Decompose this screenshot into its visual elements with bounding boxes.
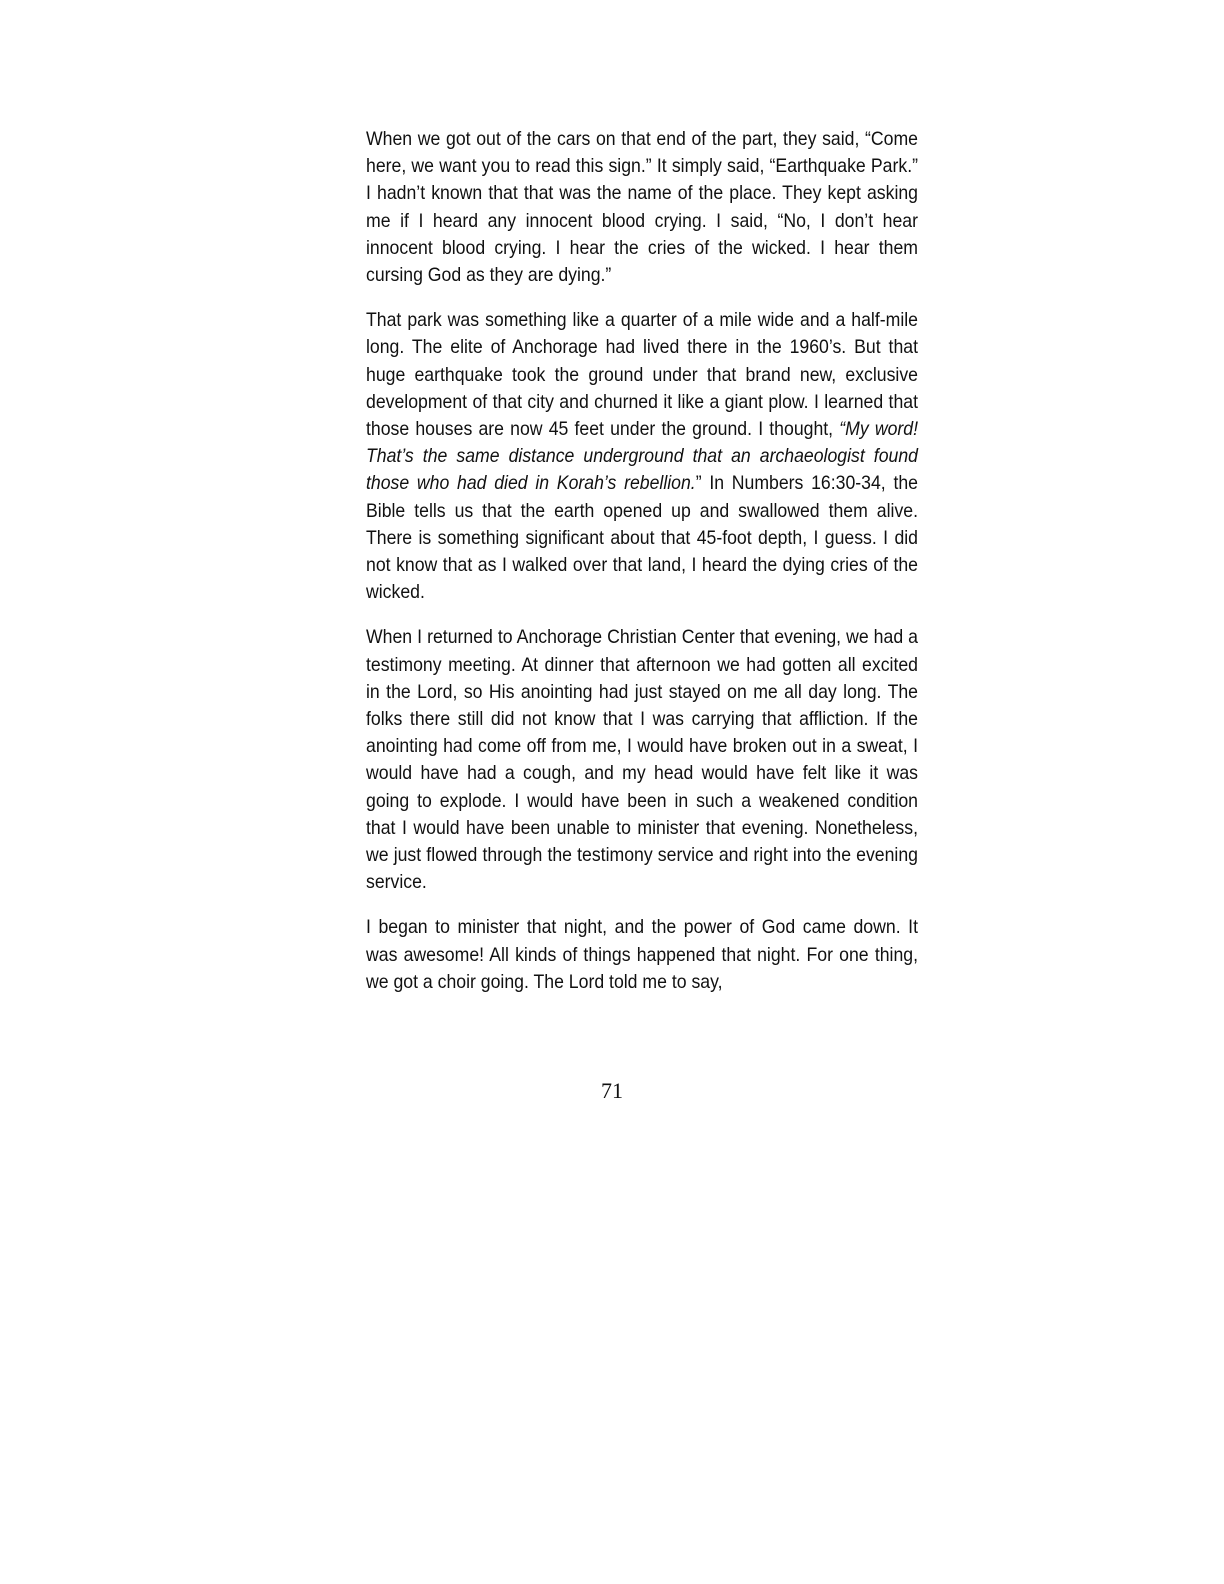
paragraph-text: That park was something like a quarter of a mile wide and a half-mile long. The elite of Anchorage had lived there in the 1960’s. But that huge earthquake took the ground under that brand new, exclusive development of that city and churned it like a giant plow. I learned that those houses are now 45 feet under the ground. I thought,: [366, 310, 918, 441]
paragraph-park-description: [366, 307, 918, 606]
paragraph-earthquake-park-sign: When we got out of the cars on that end of the part, they said, “Come here, we want you to read this sign.” It simply said, “Earthquake Park.” I hadn’t known that that was the name of the place. They kept asking me if I heard any innocent blood crying. I said, “No, I don’t hear innocent blood crying. I hear the cries of the wicked. I hear them cursing God as they are dying.”: [366, 129, 918, 287]
paragraph-minister-night: I began to minister that night, and the power of God came down. It was awesome! All kinds of things happened that night. For one thing, we got a choir going. The Lord told me to say,: [366, 917, 918, 993]
body-text: [366, 126, 918, 1014]
italic-quote: “My word! That’s the same distance underground that an archaeologist found those who had died in Korah’s rebellion.: [366, 419, 919, 495]
page-number: 71: [601, 1078, 623, 1103]
paragraph-text: ” In Numbers 16:30-34, the Bible tells us that the earth opened up and swallowed them alive. There is something significant about that 45-foot depth, I guess. I did not know that as I walked over that land, I heard the dying cries of the wicked.: [366, 473, 918, 604]
paragraph-testimony-meeting: When I returned to Anchorage Christian Center that evening, we had a testimony meeting. At dinner that afternoon we had gotten all excited in the Lord, so His anointing had just stayed on me all day long. The folks there still did not know that I was carrying that affliction. If the anointing had come off from me, I would have broken out in a sweat, I would have had a cough, and my head would have felt like it was going to explode. I would have been in such a weakened condition that I would have been unable to minister that evening. Nonetheless, we just flowed through the testimony service and right into the evening service.: [366, 627, 918, 894]
